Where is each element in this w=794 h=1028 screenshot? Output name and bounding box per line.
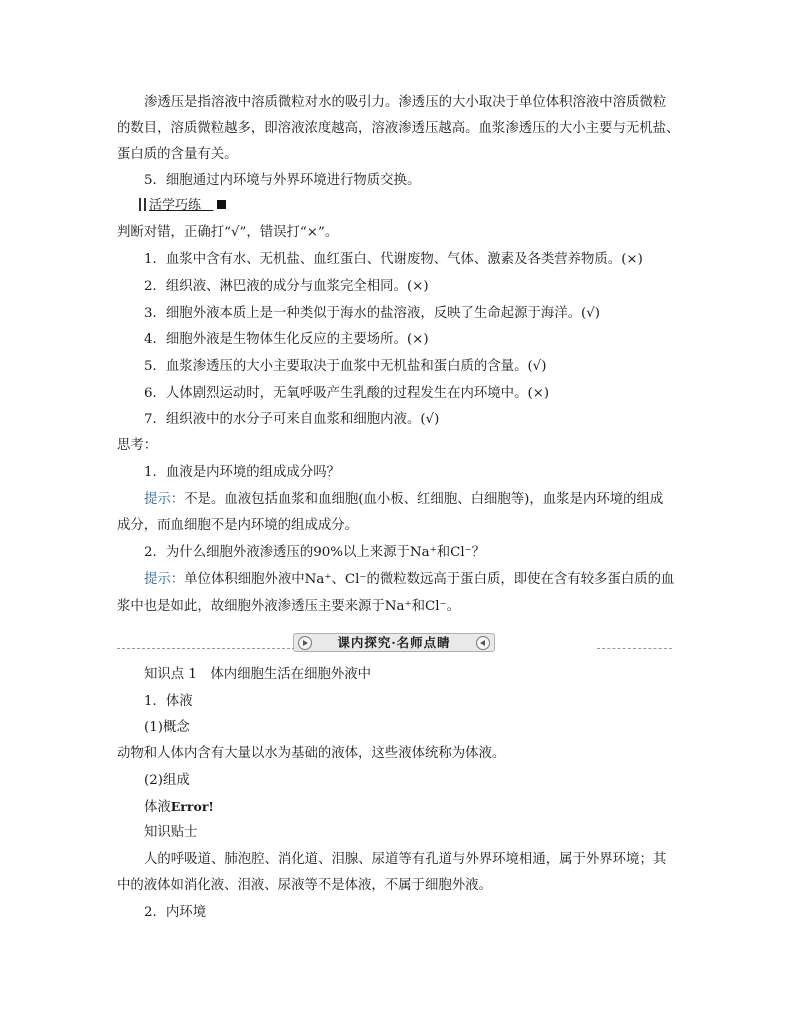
- thinking-question-1: 1．血液是内环境的组成成分吗？: [144, 465, 340, 480]
- paragraph-osmotic-line-2: 的数目，溶质微粒越多，即溶液浓度越高，溶液渗透压越高。血浆渗透压的大小主要与无机盐、: [117, 121, 680, 136]
- thinking-answer-1-line-1: 提示：不是。血液包括血浆和血细胞(血小板、红细胞、白细胞等)，血浆是内环境的组成: [144, 492, 664, 507]
- knowledge-point-1-title: 知识点 1 体内细胞生活在细胞外液中: [144, 667, 372, 682]
- practice-item-7: 7．组织液中的水分子可来自血浆和细胞内液。(√): [144, 412, 440, 427]
- practice-item-1: 1．血浆中含有水、无机盐、血红蛋白、代谢废物、气体、激素及各类营养物质。(×): [144, 252, 643, 267]
- heading-concept: (1)概念: [144, 720, 190, 735]
- practice-instruction: 判断对错，正确打“√”，错误打“×”。: [117, 225, 339, 240]
- hint-label: 提示：: [144, 492, 185, 507]
- paragraph-osmotic-line-3: 蛋白质的含量有关。: [117, 147, 238, 162]
- practice-item-3: 3．细胞外液本质上是一种类似于海水的盐溶液，反映了生命起源于海洋。(√): [144, 306, 600, 321]
- thinking-answer-2-line-1: 提示：单位体积细胞外液中Na⁺、Cl⁻的微粒数远高于蛋白质，即使在含有较多蛋白质的血: [144, 572, 675, 587]
- practice-item-6: 6．人体剧烈运动时，无氧呼吸产生乳酸的过程发生在内环境中。(×): [144, 386, 550, 401]
- thinking-answer-2-line-2: 浆中也是如此，故细胞外液渗透压主要来源于Na⁺和Cl⁻。: [117, 599, 460, 614]
- practice-item-5: 5．血浆渗透压的大小主要取决于血浆中无机盐和蛋白质的含量。(√): [144, 359, 547, 374]
- banner-title-box: [293, 633, 495, 652]
- composition-text: 体液Error!: [144, 799, 214, 815]
- section-banner: [117, 632, 672, 654]
- tips-text-line-2: 中的液体如消化液、泪液、尿液等不是体液，不属于细胞外液。: [117, 878, 492, 893]
- square-icon: [217, 200, 226, 209]
- tips-label: 知识贴士: [144, 825, 198, 840]
- tag-bar-icon: [144, 198, 146, 211]
- thinking-question-2: 2．为什么细胞外液渗透压的90%以上来源于Na⁺和Cl⁻？: [144, 545, 486, 560]
- tips-text-line-1: 人的呼吸道、肺泡腔、消化道、泪腺、尿道等有孔道与外界环境相通，属于外界环境；其: [144, 852, 667, 867]
- thinking-answer-1-line-2: 成分，而血细胞不是内环境的组成成分。: [117, 518, 359, 533]
- practice-tag-label: 活学巧练: [149, 198, 202, 213]
- banner-dashed-line-right: [597, 648, 672, 649]
- banner-title: 课内探究·名师点睛: [337, 635, 451, 650]
- heading-body-fluid: 1．体液: [144, 694, 193, 709]
- practice-item-2: 2．组织液、淋巴液的成分与血浆完全相同。(×): [144, 279, 429, 294]
- error-text: Error!: [170, 799, 214, 814]
- tag-bar-icon: [139, 198, 141, 211]
- heading-composition: (2)组成: [144, 773, 190, 788]
- heading-internal-environment: 2．内环境: [144, 905, 207, 920]
- arrow-left-icon: [476, 636, 490, 650]
- paragraph-exchange: 5．细胞通过内环境与外界环境进行物质交换。: [144, 173, 421, 188]
- hint-label: 提示：: [144, 572, 185, 587]
- practice-tag: [139, 196, 226, 216]
- paragraph-osmotic-line-1: 渗透压是指溶液中溶质微粒对水的吸引力。渗透压的大小取决于单位体积溶液中溶质微粒: [144, 95, 667, 110]
- practice-item-4: 4．细胞外液是生物体生化反应的主要场所。(×): [144, 332, 429, 347]
- concept-text: 动物和人体内含有大量以水为基础的液体，这些液体统称为体液。: [117, 746, 506, 761]
- thinking-label: 思考：: [117, 438, 158, 453]
